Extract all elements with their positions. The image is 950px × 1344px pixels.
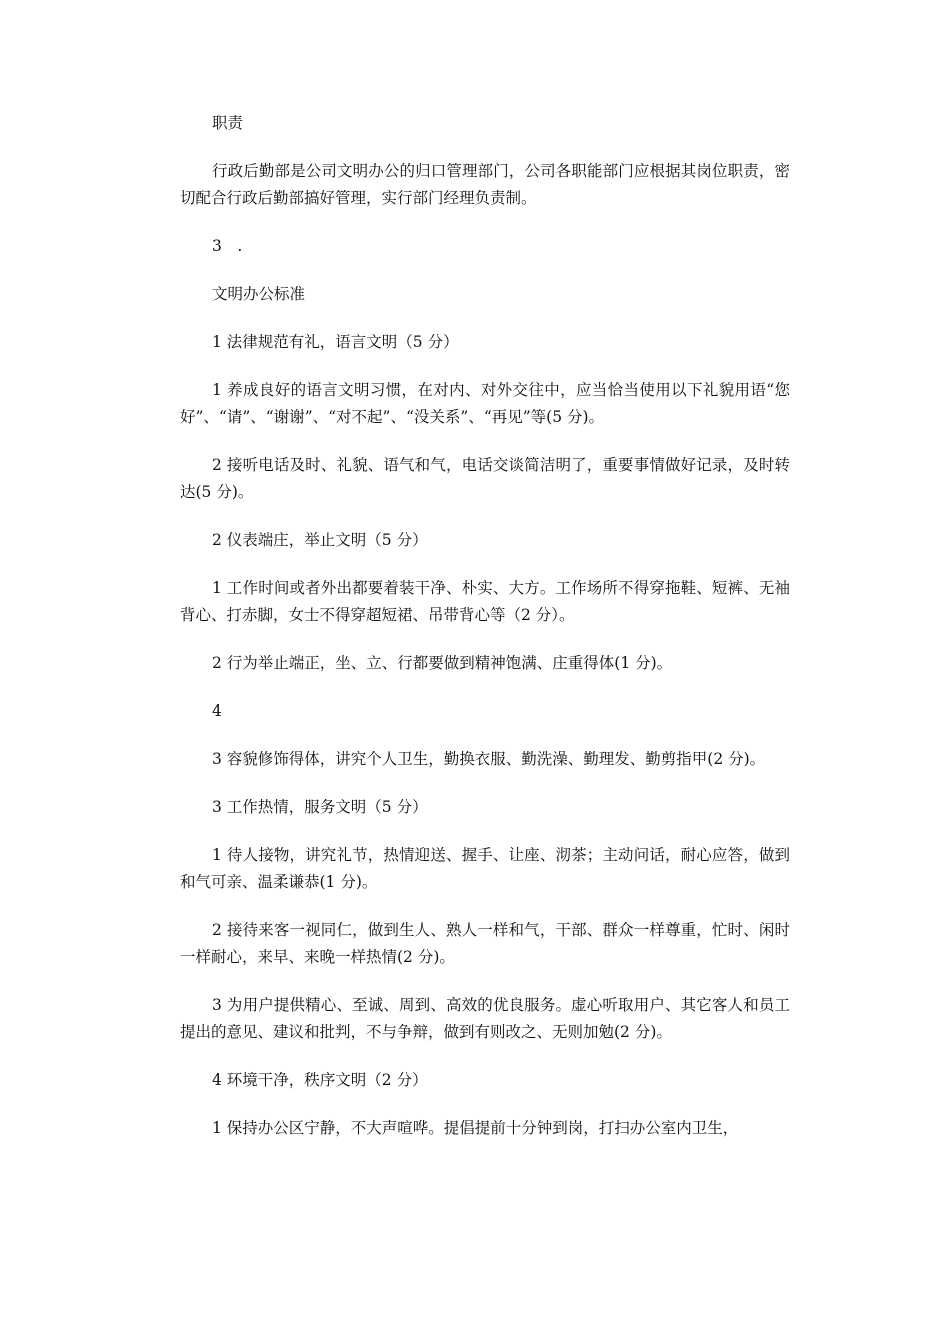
- subsection-heading: 4 环境干净，秩序文明（2 分）: [212, 1071, 428, 1089]
- paragraph: 1 待人接物，讲究礼节，热情迎送、握手、让座、沏茶；主动问话，耐心应答，做到和气可亲、温柔谦恭(1 分)。: [180, 846, 790, 891]
- paragraph: 3 .: [212, 237, 243, 255]
- paragraph: 4: [212, 702, 222, 720]
- subsection-heading: 3 工作热情，服务文明（5 分）: [212, 798, 428, 816]
- document-page: [180, 110, 790, 1163]
- section-heading: 文明办公标准: [212, 285, 306, 303]
- paragraph: 1 保持办公区宁静，不大声喧哗。提倡提前十分钟到岗，打扫办公室内卫生，: [212, 1119, 739, 1137]
- paragraph: 行政后勤部是公司文明办公的归口管理部门，公司各职能部门应根据其岗位职责，密切配合行政后勤部搞好管理，实行部门经理负责制。: [180, 162, 790, 207]
- subsection-heading: 2 仪表端庄，举止文明（5 分）: [212, 531, 428, 549]
- paragraph: 2 接听电话及时、礼貌、语气和气，电话交谈简洁明了，重要事情做好记录，及时转达(5 分)。: [180, 456, 790, 501]
- paragraph: 1 养成良好的语言文明习惯，在对内、对外交往中，应当恰当使用以下礼貌用语“您好”、“请”、“谢谢”、“对不起”、“没关系”、“再见”等(5 分)。: [180, 381, 790, 426]
- paragraph: 职责: [212, 114, 244, 132]
- paragraph: 1 工作时间或者外出都要着装干净、朴实、大方。工作场所不得穿拖鞋、短裤、无袖背心、打赤脚，女士不得穿超短裙、吊带背心等（2 分）。: [180, 579, 790, 624]
- paragraph: 3 为用户提供精心、至诚、周到、高效的优良服务。虚心听取用户、其它客人和员工提出的意见、建议和批判，不与争辩，做到有则改之、无则加勉(2 分)。: [180, 996, 790, 1041]
- subsection-heading: 1 法律规范有礼，语言文明（5 分）: [212, 333, 459, 351]
- paragraph: 3 容貌修饰得体，讲究个人卫生，勤换衣服、勤洗澡、勤理发、勤剪指甲(2 分)。: [212, 750, 766, 768]
- paragraph: 2 接待来客一视同仁，做到生人、熟人一样和气，干部、群众一样尊重，忙时、闲时一样耐心，来早、来晚一样热情(2 分)。: [180, 921, 790, 966]
- paragraph: 2 行为举止端正，坐、立、行都要做到精神饱满、庄重得体(1 分)。: [212, 654, 673, 672]
